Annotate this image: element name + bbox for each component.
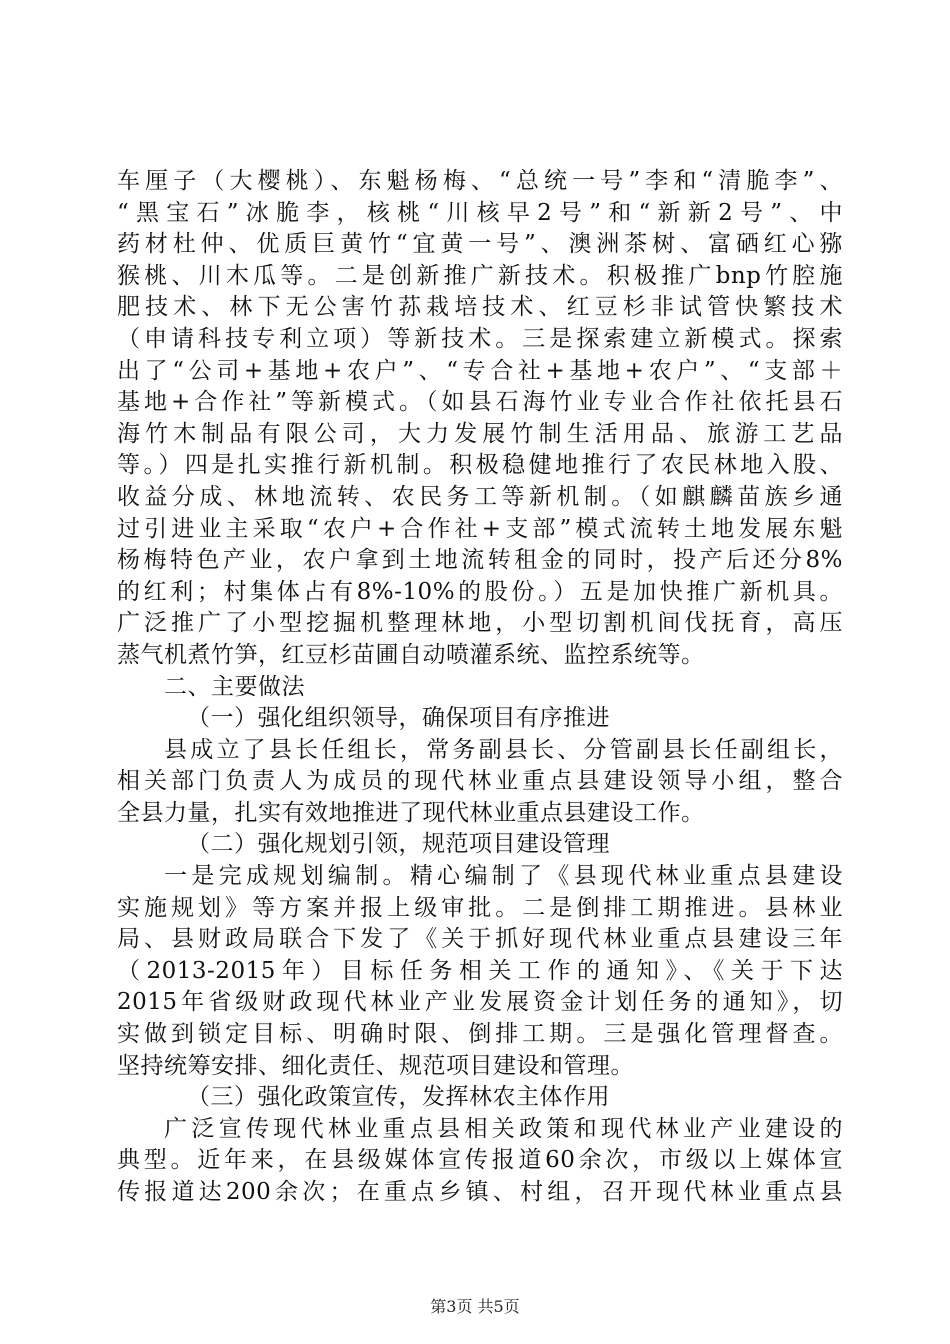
- paragraph-line: 海竹木制品有限公司，大力发展竹制生活用品、旅游工艺品: [117, 420, 843, 447]
- paragraph-line: 实做到锁定目标、明确时限、倒排工期。三是强化管理督查。: [117, 1021, 843, 1048]
- paragraph-line: 杨梅特色产业，农户拿到土地流转租金的同时，投产后还分8%: [117, 547, 843, 574]
- paragraph-line: 过引进业主采取“农户+合作社+支部”模式流转土地发展东魁: [117, 515, 843, 542]
- paragraph-line: 车厘子（大樱桃）、东魁杨梅、“总统一号”李和“清脆李”、: [117, 168, 843, 194]
- paragraph-line: 蒸气机煮竹笋，红豆杉苗圃自动喷灌系统、监控系统等。: [117, 641, 705, 668]
- paragraph-line: “黑宝石”冰脆李，核桃“川核早2号”和“新新2号”、中: [117, 199, 843, 226]
- paragraph-line: 等。）四是扎实推行新机制。积极稳健地推行了农民林地入股、: [117, 452, 843, 479]
- paragraph-line: 2015年省级财政现代林业产业发展资金计划任务的通知》，切: [117, 989, 843, 1016]
- paragraph-line: 全县力量，扎实有效地推进了现代林业重点县建设工作。: [117, 799, 705, 826]
- paragraph-line: 相关部门负责人为成员的现代林业重点县建设领导小组，整合: [117, 768, 843, 795]
- paragraph-line: 广泛推广了小型挖掘机整理林地，小型切割机间伐抚育，高压: [117, 610, 843, 637]
- section-heading: 二、主要做法: [164, 673, 305, 700]
- paragraph-line: 坚持统筹安排、细化责任、规范项目建设和管理。: [117, 1052, 634, 1079]
- paragraph-line: 实施规划》等方案并报上级审批。二是倒排工期推进。县林业: [117, 894, 843, 921]
- subsection-heading: （一）强化组织领导，确保项目有序推进: [187, 705, 610, 732]
- paragraph-line: 药材杜仲、优质巨黄竹“宜黄一号”、澳洲茶树、富硒红心猕: [117, 231, 843, 258]
- paragraph-line: 典型。近年来，在县级媒体宣传报道60余次，市级以上媒体宣: [117, 1147, 843, 1174]
- paragraph-line: （2013-2015年）目标任务相关工作的通知》、《关于下达: [117, 957, 843, 984]
- paragraph-line: 收益分成、林地流转、农民务工等新机制。（如麒麟苗族乡通: [117, 483, 843, 510]
- paragraph-line: 县成立了县长任组长，常务副县长、分管副县长任副组长，: [164, 736, 843, 763]
- paragraph-line: 广泛宣传现代林业重点县相关政策和现代林业产业建设的: [164, 1115, 843, 1142]
- paragraph-line: 肥技术、林下无公害竹荪栽培技术、红豆杉非试管快繁技术: [117, 294, 843, 321]
- paragraph-line: 一是完成规划编制。精心编制了《县现代林业重点县建设: [164, 863, 843, 890]
- paragraph-line: 出了“公司+基地+农户”、“专合社+基地+农户”、“支部＋: [117, 357, 843, 384]
- paragraph-line: 局、县财政局联合下发了《关于抓好现代林业重点县建设三年: [117, 926, 843, 953]
- subsection-heading: （二）强化规划引领，规范项目建设管理: [187, 831, 610, 858]
- page-number-footer: 第3页 共5页: [430, 1297, 520, 1316]
- body-text: [117, 166, 843, 1209]
- paragraph-line: 基地+合作社”等新模式。（如县石海竹业专业合作社依托县石: [117, 389, 843, 416]
- paragraph-line: 传报道达200余次；在重点乡镇、村组，召开现代林业重点县: [117, 1179, 843, 1205]
- paragraph-line: 猴桃、川木瓜等。二是创新推广新技术。积极推广bnp竹腔施: [117, 262, 843, 289]
- subsection-heading: （三）强化政策宣传，发挥林农主体作用: [187, 1084, 610, 1111]
- paragraph-line: （申请科技专利立项）等新技术。三是探索建立新模式。探索: [117, 325, 843, 352]
- paragraph-line: 的红利；村集体占有8%-10%的股份。）五是加快推广新机具。: [117, 578, 843, 605]
